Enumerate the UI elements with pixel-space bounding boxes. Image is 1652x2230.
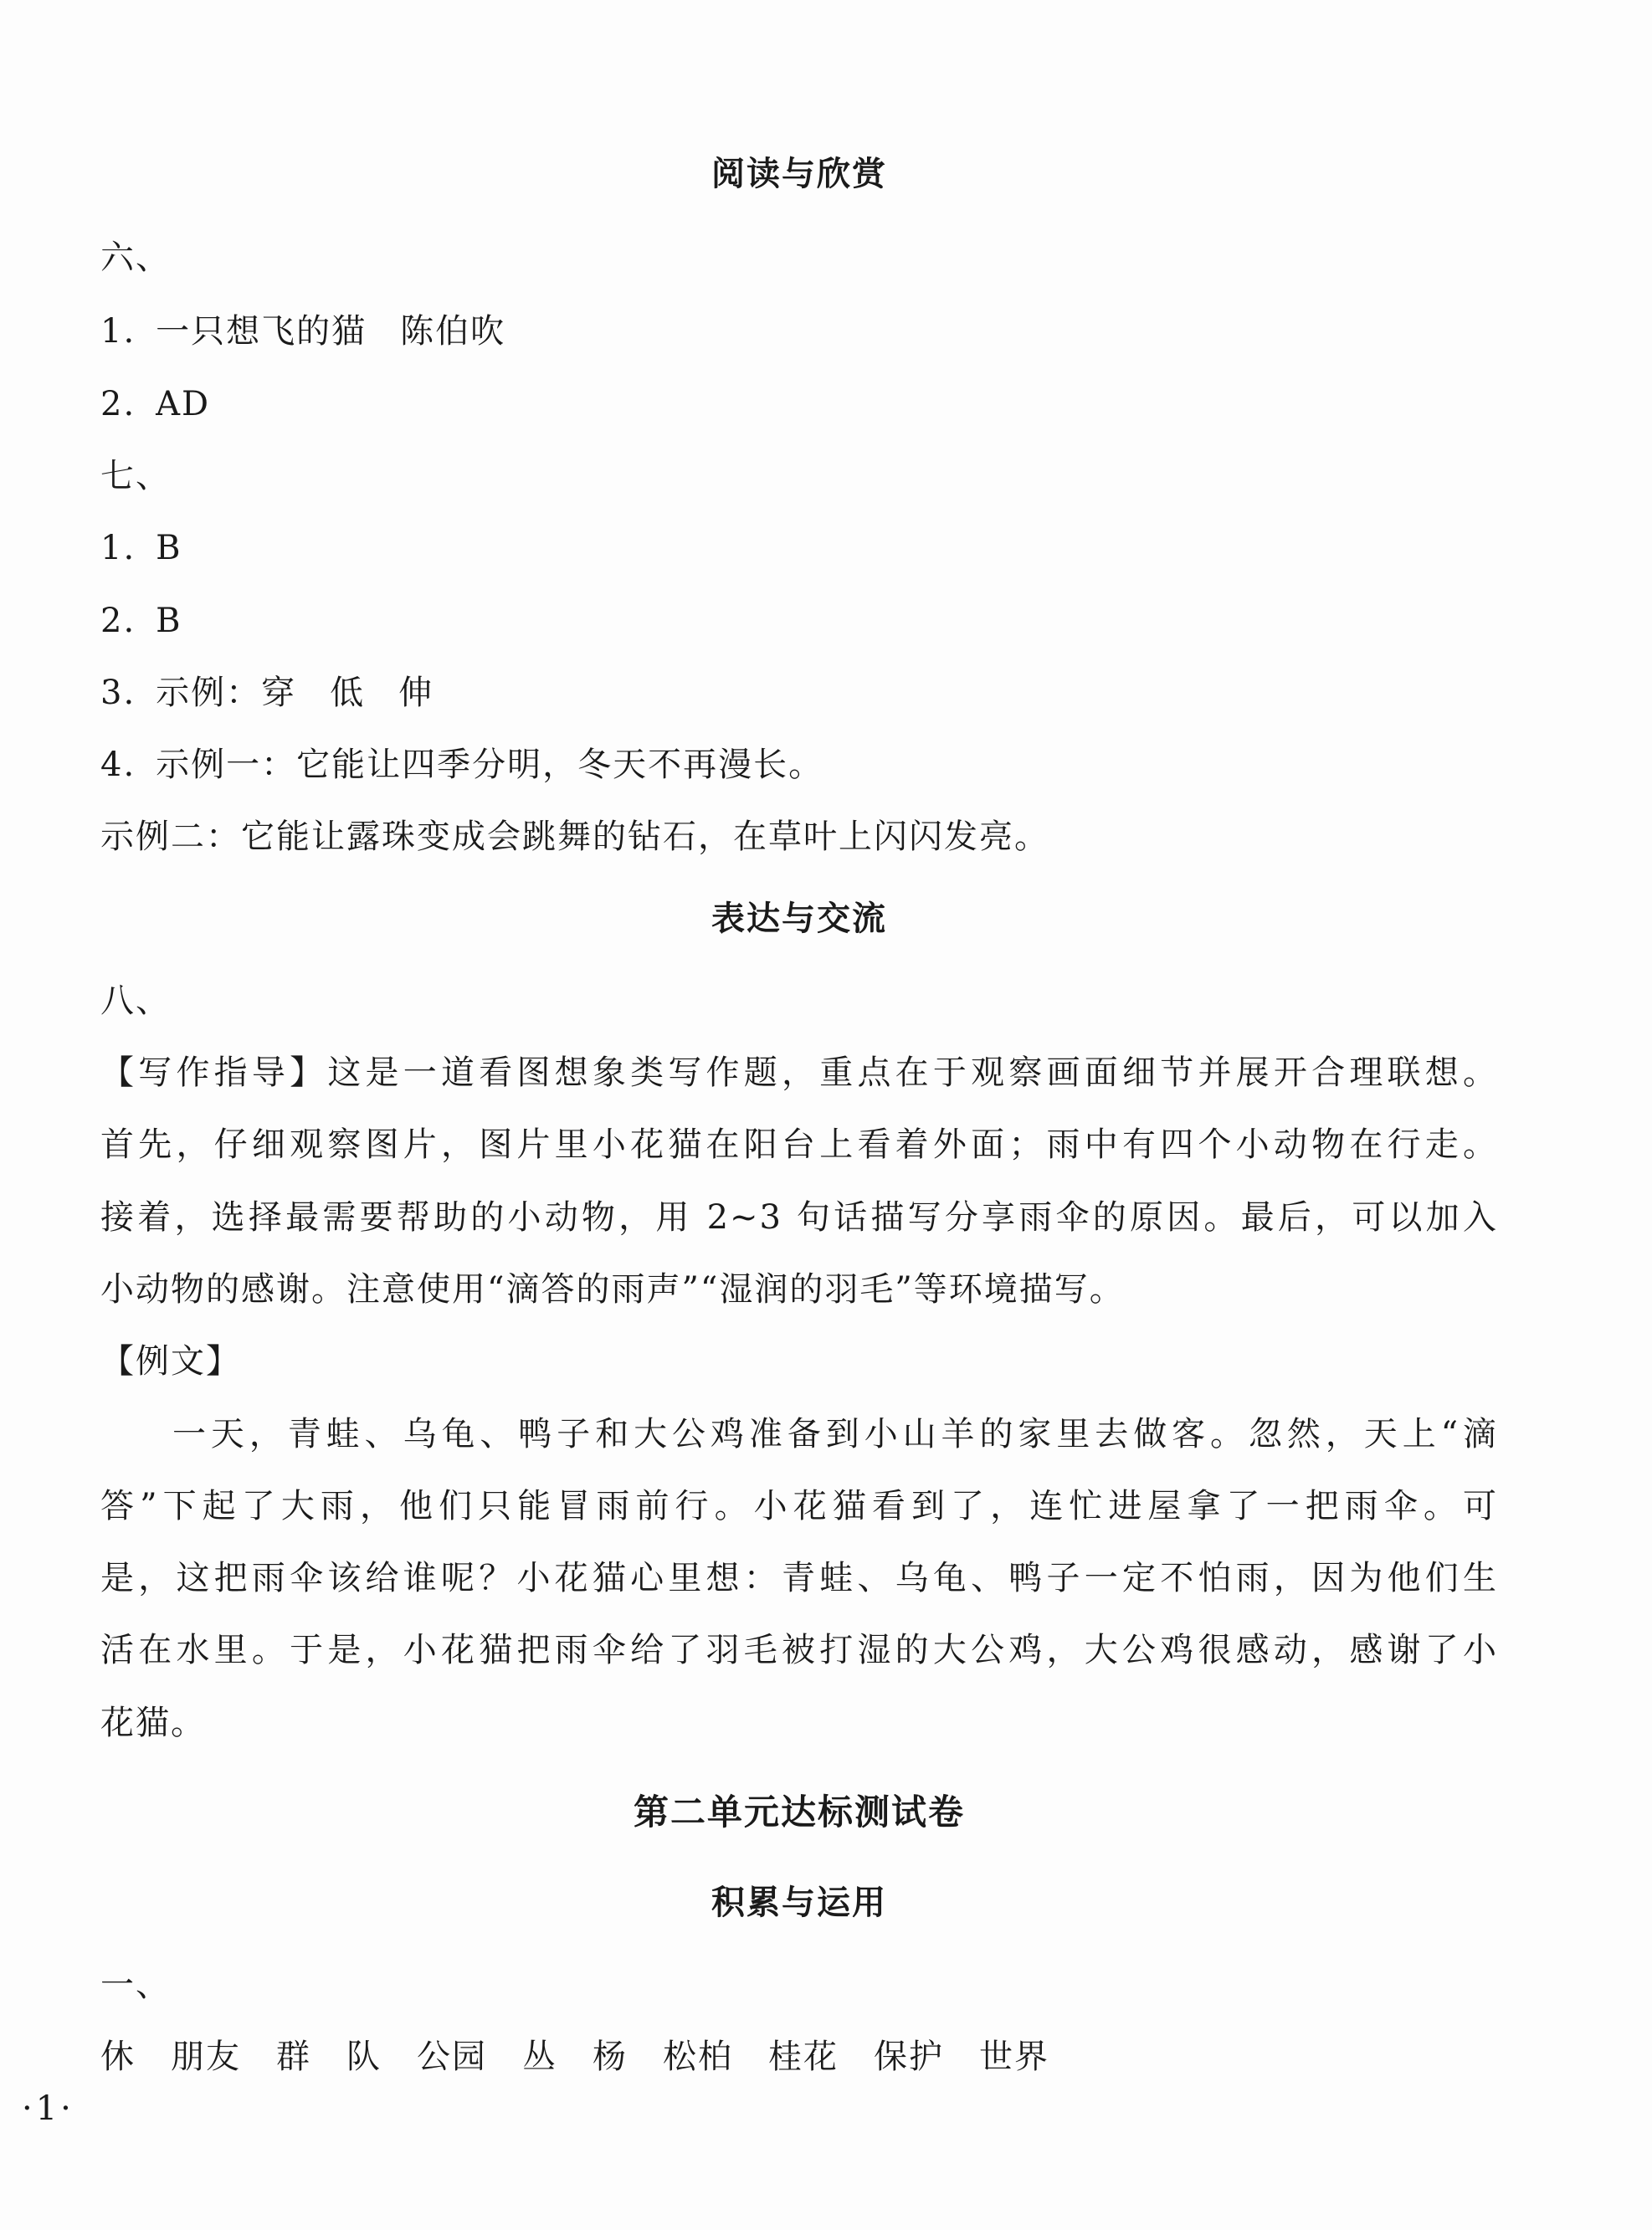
answer-number: 1. xyxy=(100,312,136,351)
question-label-6: 六、 xyxy=(100,238,171,277)
vocab-word: 朋友 xyxy=(171,2038,241,2076)
vocab-word: 丛 xyxy=(522,2038,557,2076)
answer-author: 陈伯吹 xyxy=(400,312,506,351)
section-title-accumulation: 积累与运用 xyxy=(711,1884,887,1922)
answer-prefix: 示例： xyxy=(156,674,262,712)
writing-guide-line-1: 【写作指导】这是一道看图想象类写作题，重点在于观察画面细节并展开合理联想。 xyxy=(100,1053,1498,1092)
answer-7-1 xyxy=(100,526,182,570)
answer-number: 1. xyxy=(100,529,136,567)
example-line-2: 答”下起了大雨，他们只能冒雨前行。小花猫看到了，连忙进屋拿了一把雨伞。可 xyxy=(100,1487,1498,1525)
vocab-word: 松柏 xyxy=(663,2038,733,2076)
section-title-reading: 阅读与欣赏 xyxy=(711,155,887,193)
answer-word: 穿 xyxy=(261,674,297,712)
unit-title: 第二单元达标测试卷 xyxy=(633,1792,965,1833)
answer-word: 低 xyxy=(330,674,366,712)
answer-text: 一只想飞的猫 xyxy=(156,312,367,351)
section-title-expression: 表达与交流 xyxy=(711,900,887,938)
answer-number: 3. xyxy=(100,674,136,712)
answer-text: B xyxy=(156,529,182,567)
answer-text: B xyxy=(156,602,182,640)
question-label-7: 七、 xyxy=(100,457,171,495)
answer-6-2 xyxy=(100,382,210,426)
example-line-1: 一天，青蛙、乌龟、鸭子和大公鸡准备到小山羊的家里去做客。忽然，天上“滴 xyxy=(172,1415,1498,1453)
vocab-word: 休 xyxy=(100,2038,136,2076)
answer-text: 示例一：它能让四季分明，冬天不再漫长。 xyxy=(156,746,824,784)
vocab-word: 世界 xyxy=(979,2038,1049,2076)
answer-number: 2. xyxy=(100,385,136,423)
answer-7-2 xyxy=(100,599,182,643)
writing-guide-line-4: 小动物的感谢。注意使用“滴答的雨声”“湿润的羽毛”等环境描写。 xyxy=(100,1270,1125,1309)
answer-text: AD xyxy=(156,385,211,423)
vocab-word: 队 xyxy=(346,2038,382,2076)
vocab-word: 桂花 xyxy=(768,2038,839,2076)
example-line-3: 是，这把雨伞该给谁呢？小花猫心里想：青蛙、乌龟、鸭子一定不怕雨，因为他们生 xyxy=(100,1559,1498,1597)
example-label: 【例文】 xyxy=(100,1342,241,1381)
vocabulary-list xyxy=(100,2035,1085,2079)
vocab-word: 群 xyxy=(276,2038,311,2076)
answer-number: 2. xyxy=(100,602,136,640)
question-label-1: 一、 xyxy=(100,1966,171,2004)
vocab-word: 杨 xyxy=(593,2038,628,2076)
page-number: ·1· xyxy=(22,2089,74,2128)
answer-7-4-example-2: 示例二：它能让露珠变成会跳舞的钻石，在草叶上闪闪发亮。 xyxy=(100,818,1049,856)
answer-word: 伸 xyxy=(398,674,434,712)
vocab-word: 保护 xyxy=(874,2038,944,2076)
writing-guide-line-2: 首先，仔细观察图片，图片里小花猫在阳台上看着外面；雨中有四个小动物在行走。 xyxy=(100,1125,1498,1164)
example-line-5: 花猫。 xyxy=(100,1704,206,1742)
answer-number: 4. xyxy=(100,746,136,784)
answer-6-1 xyxy=(100,310,505,353)
answer-7-4 xyxy=(100,743,823,787)
question-label-8: 八、 xyxy=(100,982,171,1020)
writing-guide-line-3: 接着，选择最需要帮助的小动物，用 2~3 句话描写分享雨伞的原因。最后，可以加入 xyxy=(100,1198,1498,1237)
example-line-4: 活在水里。于是，小花猫把雨伞给了羽毛被打湿的大公鸡，大公鸡很感动，感谢了小 xyxy=(100,1631,1498,1669)
vocab-word: 公园 xyxy=(417,2038,487,2076)
answer-7-3 xyxy=(100,671,434,715)
